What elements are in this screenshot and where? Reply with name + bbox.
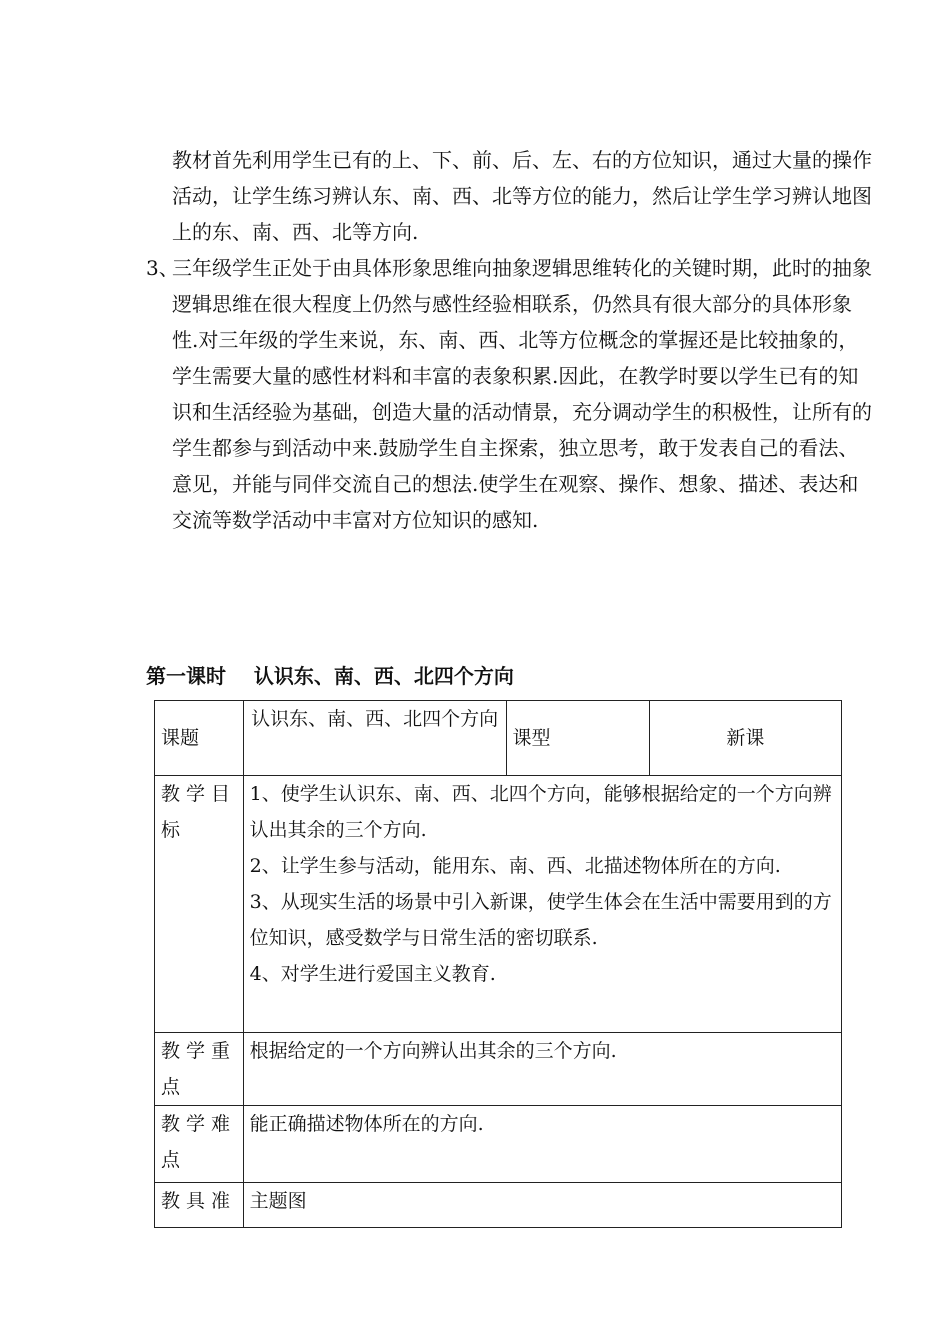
lesson-plan-table [154,700,842,1228]
goals-label: 教学目标 [155,776,244,1033]
goal-item: 4、对学生进行爱国主义教育. [249,963,496,985]
intro-paragraph: 教材首先利用学生已有的上、下、前、后、左、右的方位知识，通过大量的操作活动，让学生练习辨认东、南、西、北等方位的能力，然后让学生学习辨认地图上的东、南、西、北等方向. [172,148,872,244]
table-row [155,1033,842,1106]
tools-value: 主题图 [243,1183,841,1228]
difficulty-value: 能正确描述物体所在的方向. [243,1106,841,1183]
type-value: 新课 [649,701,841,776]
type-label: 课型 [506,701,649,776]
section-title: 第一课时 认识东、南、西、北四个方向 [146,664,514,688]
goal-item: 1、使学生认识东、南、西、北四个方向，能够根据给定的一个方向辨认出其余的三个方向. [249,783,832,841]
topic-label: 课题 [155,701,244,776]
topic-value: 认识东、南、西、北四个方向 [243,701,506,776]
list-item-number: 3、 [146,256,179,280]
goal-item: 2、让学生参与活动，能用东、南、西、北描述物体所在的方向. [249,855,781,877]
difficulty-label: 教学难点 [155,1106,244,1183]
table-row [155,1183,842,1228]
goals-cell [243,776,841,1033]
list-item-text: 三年级学生正处于由具体形象思维向抽象逻辑思维转化的关键时期，此时的抽象逻辑思维在很大程度上仍然与感性经验相联系，仍然具有很大部分的具体形象性.对三年级的学生来说，东、南、西、北等方位概念的掌握还是比较抽象的，学生需要大量的感性材料和丰富的表象积累.因此，在教学时要以学生已有的知识和生活经验为基础，创造大量的活动情景，充分调动学生的积极性，让所有的学生都参与到活动中来.鼓励学生自主探索，独立思考，敢于发表自己的看法、意见，并能与同伴交流自己的想法.使学生在观察、操作、想象、描述、表达和交流等数学活动中丰富对方位知识的感知. [172,256,872,532]
table-row [155,701,842,776]
list-item-3 [146,250,872,538]
key-value: 根据给定的一个方向辨认出其余的三个方向. [243,1033,841,1106]
key-label: 教学重点 [155,1033,244,1106]
table-row [155,1106,842,1183]
goal-item: 3、从现实生活的场景中引入新课，使学生体会在生活中需要用到的方位知识，感受数学与日常生活的密切联系. [249,891,832,949]
table-row [155,776,842,1033]
tools-label: 教具准 [155,1183,244,1228]
